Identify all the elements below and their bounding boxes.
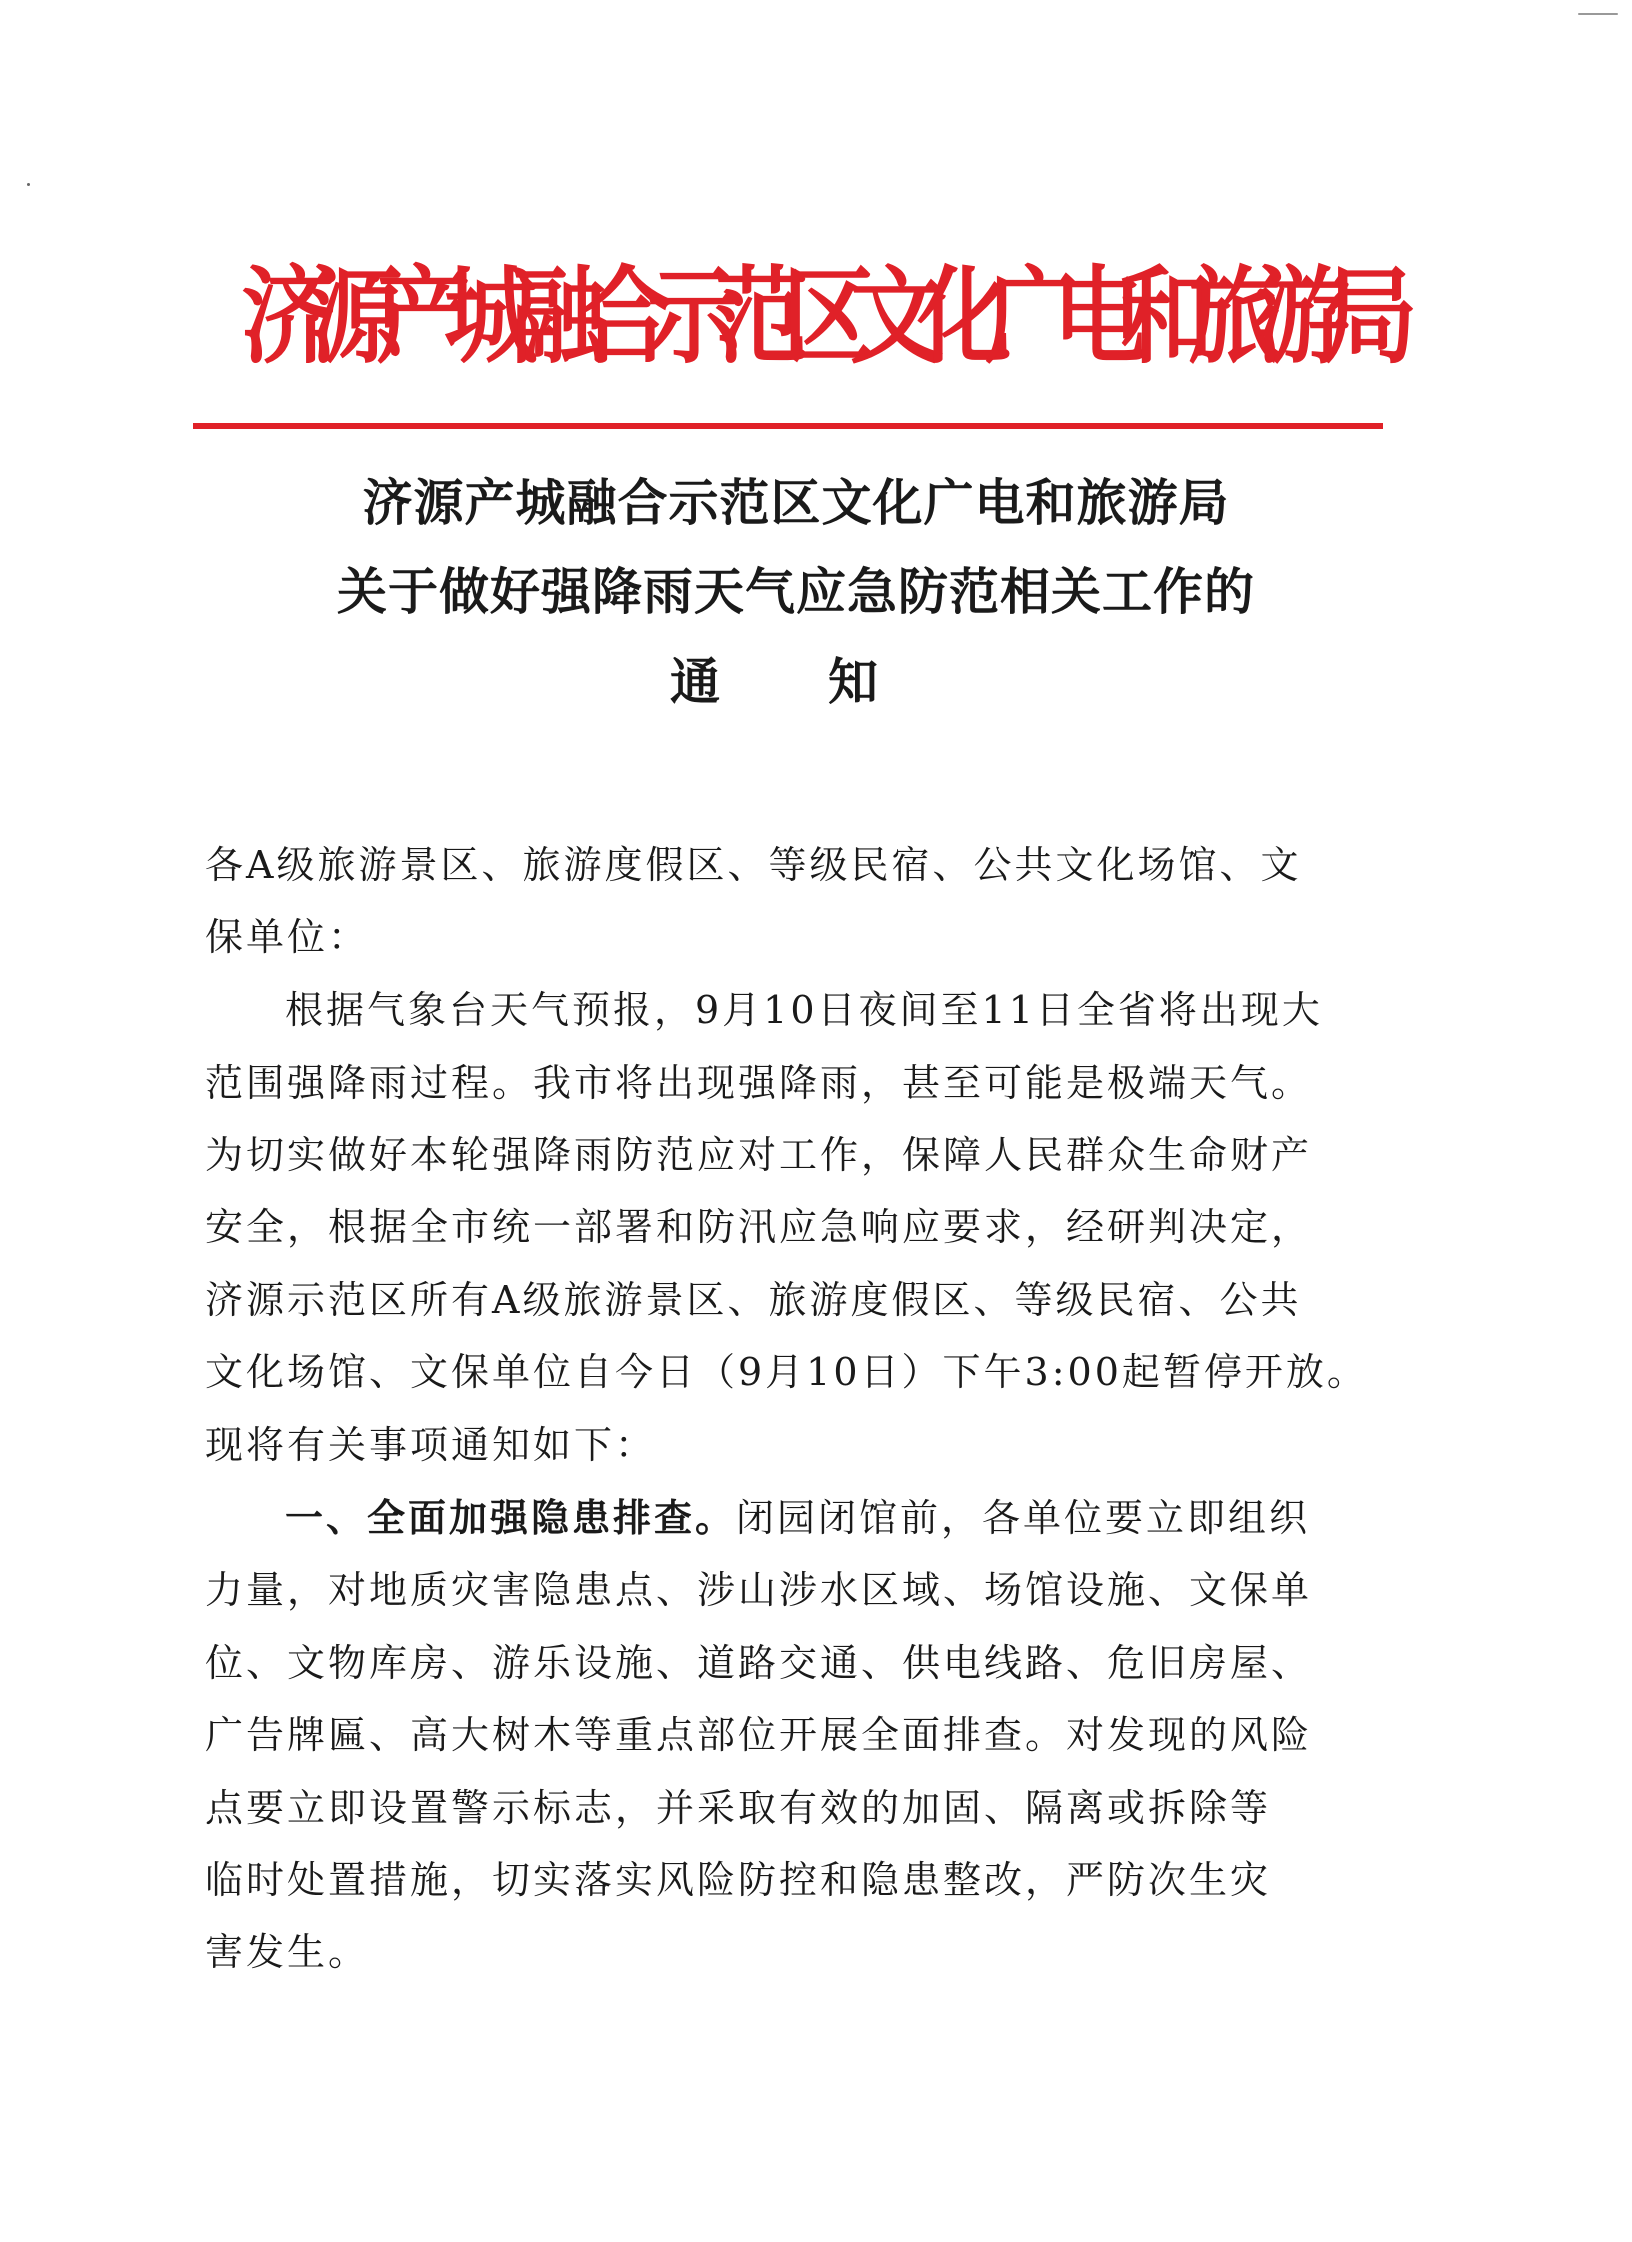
body-line: 文化场馆、文保单位自今日（9月10日）下午3:00起暂停开放。 bbox=[205, 1350, 1368, 1394]
body-line: 保单位： bbox=[205, 915, 370, 959]
body-line: 现将有关事项通知如下： bbox=[205, 1423, 657, 1467]
body-line: 闭园闭馆前，各单位要立即组织 bbox=[736, 1496, 1311, 1540]
body-line: 各A级旅游景区、旅游度假区、等级民宿、公共文化场馆、文 bbox=[205, 843, 1302, 887]
document-title-line2: 关于做好强降雨天气应急防范相关工作的 bbox=[337, 562, 1255, 621]
scan-speck bbox=[27, 183, 30, 186]
body-line: 广告牌匾、高大树木等重点部位开展全面排查。对发现的风险 bbox=[205, 1713, 1313, 1757]
body-line: 安全，根据全市统一部署和防汛应急响应要求，经研判决定， bbox=[205, 1205, 1313, 1249]
body-line: 害发生。 bbox=[205, 1930, 370, 1974]
section-1-first-line bbox=[285, 1491, 1310, 1545]
body-line: 为切实做好本轮强降雨防范应对工作，保障人民群众生命财产 bbox=[205, 1133, 1313, 1177]
body-line: 济源示范区所有A级旅游景区、旅游度假区、等级民宿、公共 bbox=[205, 1278, 1302, 1322]
body-line: 力量，对地质灾害隐患点、涉山涉水区域、场馆设施、文保单 bbox=[205, 1568, 1313, 1612]
body-line: 范围强降雨过程。我市将出现强降雨，甚至可能是极端天气。 bbox=[205, 1061, 1313, 1105]
title-char-tong: 通 bbox=[670, 652, 721, 711]
title-char-zhi: 知 bbox=[828, 652, 879, 711]
letterhead-red-rule bbox=[193, 423, 1383, 429]
body-line: 位、文物库房、游乐设施、道路交通、供电线路、危旧房屋、 bbox=[205, 1641, 1313, 1685]
body-line: 根据气象台天气预报，9月10日夜间至11日全省将出现大 bbox=[285, 988, 1323, 1032]
scan-speck bbox=[1578, 13, 1618, 15]
body-line: 点要立即设置警示标志，并采取有效的加固、隔离或拆除等 bbox=[205, 1786, 1272, 1830]
letterhead-org-name: 济源产城融合示范区文化广电和旅游局 bbox=[241, 255, 1391, 379]
body-line: 临时处置措施，切实落实风险防控和隐患整改，严防次生灾 bbox=[205, 1858, 1272, 1902]
section-1-heading: 一、全面加强隐患排查。 bbox=[285, 1495, 737, 1540]
document-title-line1: 济源产城融合示范区文化广电和旅游局 bbox=[362, 473, 1230, 532]
